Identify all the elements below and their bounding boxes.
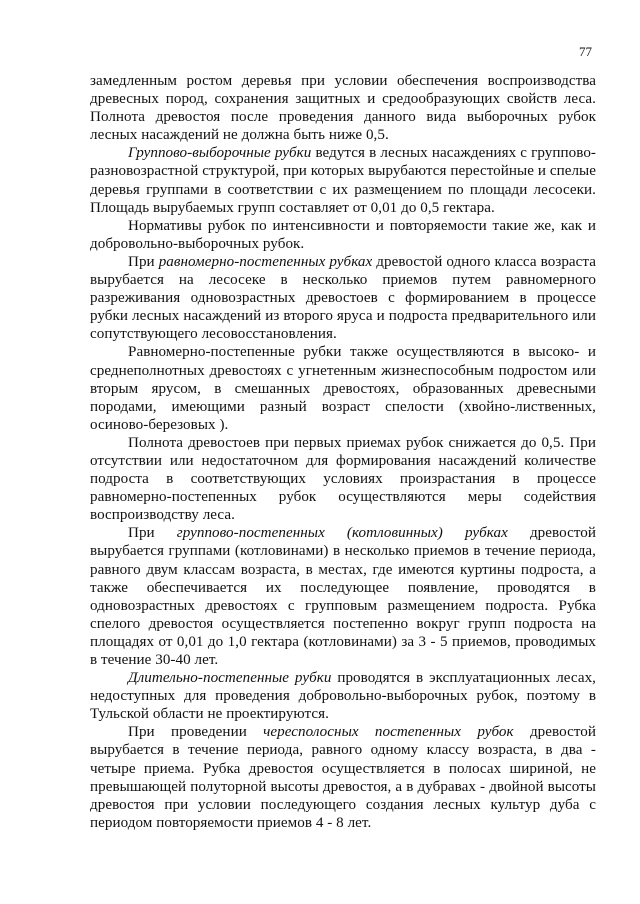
paragraph-text: древостой вырубается группами (котловинами) в несколько приемов в течение периода, равного двум классам возраста, в местах, где имеются куртины подроста, а также обеспечивается их последующее появление, проводятся в одновозрастных древостоях с групповым размещением подроста. Рубка спелого древостоя осуществляется постепенно вокруг групп подроста на площадях от 0,01 до 1,0 гектара (котловинами) за 3 - 5 приемов, проводимых в течение 30-40 лет. xyxy=(90,525,596,668)
paragraph-text: При xyxy=(128,525,177,542)
paragraph xyxy=(90,253,596,343)
italic-term: Длительно-постепенные рубки xyxy=(128,670,332,687)
paragraph xyxy=(90,144,596,216)
paragraph-text: Нормативы рубок по интенсивности и повторяемости такие же, как и добровольно-выборочных рубок. xyxy=(90,217,596,252)
paragraph-text: ведутся в лесных насаждениях с группово-разновозрастной структурой, при которых вырубаются перестойные и спелые деревья группами в соответствии с их размещением по площади лесосеки. Площадь вырубаемых групп составляет от 0,01 до 0,5 гектара. xyxy=(90,145,596,216)
document-body xyxy=(90,72,596,832)
paragraph xyxy=(90,524,596,669)
paragraph xyxy=(90,72,596,144)
italic-term: группово-постепенных (котловинных) рубках xyxy=(176,525,508,542)
paragraph xyxy=(90,217,596,253)
paragraph-text: древостой вырубается в течение периода, равного одному классу возраста, в два - четыре приема. Рубка древостоя осуществляется в полосах шириной, не превышающей полуторной высоты древостоя, а в дубравах - двойной высоты древостоя при условии последующего создания лесных культур дуба с периодом повторяемости приемов 4 - 8 лет. xyxy=(90,724,596,831)
italic-term: чересполосных постепенных рубок xyxy=(263,724,514,741)
italic-term: Группово-выборочные рубки xyxy=(128,145,312,162)
paragraph-text: проводятся в эксплуатационных лесах, недоступных для проведения добровольно-выборочных рубок, поэтому в Тульской области не проектируются. xyxy=(90,670,597,723)
paragraph-text: замедленным ростом деревья при условии обеспечения воспроизводства древесных пород, сохранения защитных и средообразующих свойств леса. Полнота древостоя после проведения данного вида выборочных рубок лесных насаждений не должна быть ниже 0,5. xyxy=(90,73,596,144)
paragraph-text: При xyxy=(128,253,159,270)
paragraph-text: Равномерно-постепенные рубки также осуществляются в высоко- и среднеполнотных древостоях с угнетенным жизнеспособным подростом или вторым ярусом, в смешанных древостоях, образованных древесными породами, имеющими разный возраст спелости (хвойно-лиственных, осиново-березовых ). xyxy=(90,344,596,433)
paragraph xyxy=(90,343,596,433)
page-number: 77 xyxy=(579,44,592,59)
paragraph-text: Полнота древостоев при первых приемах рубок снижается до 0,5. При отсутствии или недостаточном для формирования насаждений количестве подроста в соответствующих условиях произрастания в процессе равномерно-постепенных рубок осуществляются меры содействия воспроизводству леса. xyxy=(90,434,596,524)
paragraph xyxy=(90,434,596,524)
italic-term: равномерно-постепенных рубках xyxy=(158,253,373,270)
paragraph xyxy=(90,723,596,832)
paragraph xyxy=(90,669,596,723)
paragraph-text: При проведении xyxy=(128,724,264,741)
paragraph-text: древостой одного класса возраста вырубается на лесосеке в несколько приемов путем равномерного разреживания одновозрастных древостоев с формированием в процессе рубки лесных насаждений из второго яруса и подроста предварительного или сопутствующего лесовосстановления. xyxy=(90,253,597,343)
